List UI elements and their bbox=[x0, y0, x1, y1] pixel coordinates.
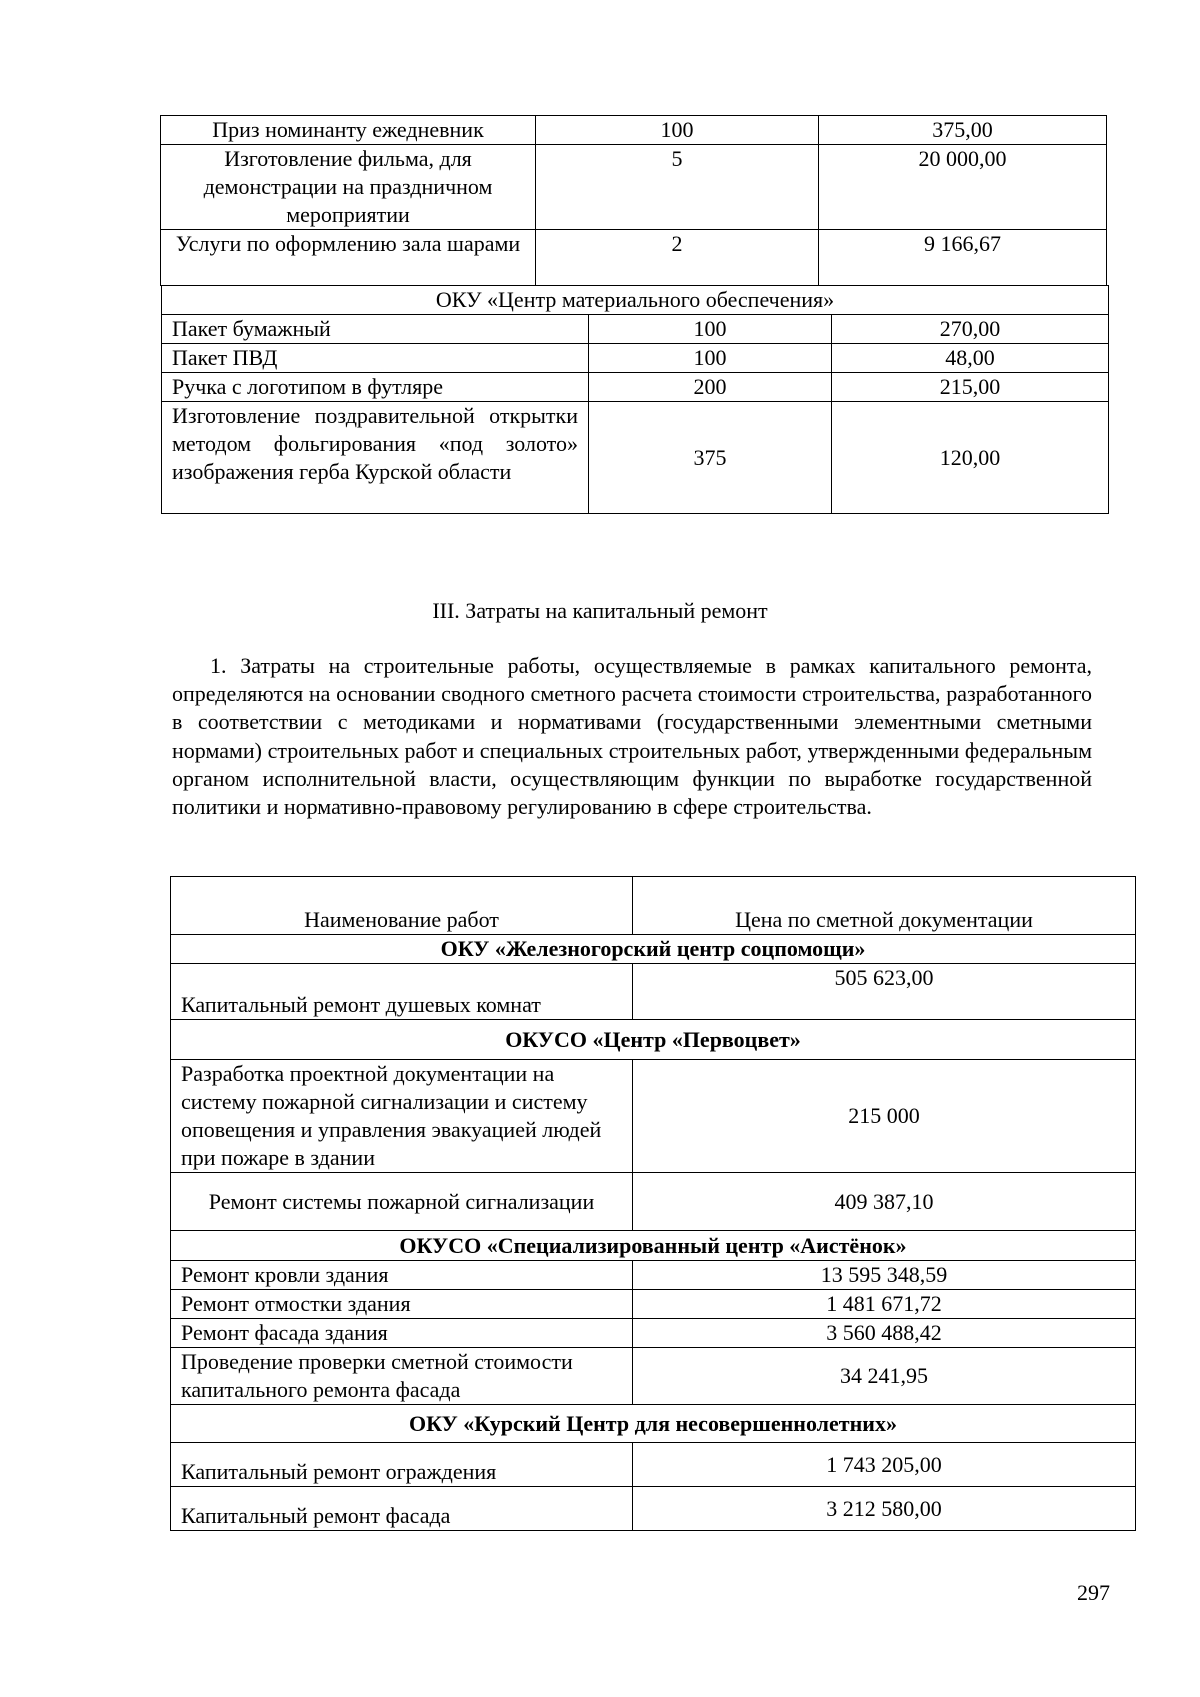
table-row bbox=[161, 145, 1107, 230]
item-qty: 200 bbox=[589, 373, 832, 402]
item-name: Разработка проектной документации на систему пожарной сигнализации и систему оповещения и управления эвакуацией людей при пожаре в здании bbox=[171, 1060, 633, 1173]
item-price: 270,00 bbox=[832, 315, 1109, 344]
group-title: ОКУСО «Специализированный центр «Аистёнок» bbox=[171, 1231, 1136, 1261]
item-name: Пакет бумажный bbox=[162, 315, 589, 344]
table-row bbox=[161, 230, 1107, 286]
item-price: 215,00 bbox=[832, 373, 1109, 402]
item-qty: 375 bbox=[589, 402, 832, 514]
table-header-row bbox=[171, 877, 1136, 935]
table-repair bbox=[170, 876, 1136, 1531]
item-qty: 100 bbox=[589, 344, 832, 373]
item-price: 3 560 488,42 bbox=[633, 1319, 1136, 1348]
item-name: Ремонт системы пожарной сигнализации bbox=[171, 1173, 633, 1231]
item-name: Капитальный ремонт фасада bbox=[171, 1487, 633, 1531]
table-row bbox=[162, 315, 1109, 344]
item-name: Услуги по оформлению зала шарами bbox=[161, 230, 536, 286]
column-header-name: Наименование работ bbox=[171, 877, 633, 935]
table-top bbox=[160, 115, 1107, 286]
table-row bbox=[161, 116, 1107, 145]
item-price: 215 000 bbox=[633, 1060, 1136, 1173]
item-name: Проведение проверки сметной стоимости капитального ремонта фасада bbox=[171, 1348, 633, 1405]
item-price: 375,00 bbox=[819, 116, 1107, 145]
column-header-price: Цена по сметной документации bbox=[633, 877, 1136, 935]
item-name: Изготовление фильма, для демонстрации на праздничном мероприятии bbox=[161, 145, 536, 230]
table-row bbox=[162, 373, 1109, 402]
item-price: 1 481 671,72 bbox=[633, 1290, 1136, 1319]
group-title: ОКУ «Центр материального обеспечения» bbox=[162, 286, 1109, 315]
item-name: Ремонт фасада здания bbox=[171, 1319, 633, 1348]
table-row bbox=[171, 1487, 1136, 1531]
table-row bbox=[171, 1261, 1136, 1290]
table-cmo bbox=[161, 285, 1109, 514]
table-row bbox=[162, 402, 1109, 514]
table-row bbox=[171, 1348, 1136, 1405]
table-row bbox=[171, 964, 1136, 1020]
section-title: III. Затраты на капитальный ремонт bbox=[432, 598, 768, 623]
item-qty: 2 bbox=[536, 230, 819, 286]
item-price: 3 212 580,00 bbox=[633, 1487, 1136, 1531]
table-group-header bbox=[171, 1405, 1136, 1443]
group-title: ОКУ «Железногорский центр соцпомощи» bbox=[171, 935, 1136, 964]
item-qty: 100 bbox=[589, 315, 832, 344]
item-price: 20 000,00 bbox=[819, 145, 1107, 230]
item-price: 13 595 348,59 bbox=[633, 1261, 1136, 1290]
table-group-header bbox=[171, 1231, 1136, 1261]
item-name: Ремонт кровли здания bbox=[171, 1261, 633, 1290]
item-name: Приз номинанту ежедневник bbox=[161, 116, 536, 145]
table-group-header bbox=[171, 1020, 1136, 1060]
item-price: 1 743 205,00 bbox=[633, 1443, 1136, 1487]
item-price: 48,00 bbox=[832, 344, 1109, 373]
table-row bbox=[162, 344, 1109, 373]
item-name: Капитальный ремонт душевых комнат bbox=[171, 964, 633, 1020]
group-title: ОКУ «Курский Центр для несовершеннолетних» bbox=[171, 1405, 1136, 1443]
item-name: Пакет ПВД bbox=[162, 344, 589, 373]
table-row bbox=[171, 1443, 1136, 1487]
item-name: Капитальный ремонт ограждения bbox=[171, 1443, 633, 1487]
item-price: 409 387,10 bbox=[633, 1173, 1136, 1231]
table-row bbox=[171, 1173, 1136, 1231]
table-row bbox=[171, 1319, 1136, 1348]
table-row bbox=[171, 1060, 1136, 1173]
item-qty: 100 bbox=[536, 116, 819, 145]
item-price: 505 623,00 bbox=[633, 964, 1136, 1020]
item-price: 9 166,67 bbox=[819, 230, 1107, 286]
item-qty: 5 bbox=[536, 145, 819, 230]
item-price: 34 241,95 bbox=[633, 1348, 1136, 1405]
table-row bbox=[171, 1290, 1136, 1319]
item-price: 120,00 bbox=[832, 402, 1109, 514]
item-name: Изготовление поздравительной открытки методом фольгирования «под золото» изображения герба Курской области bbox=[162, 402, 589, 514]
group-title: ОКУСО «Центр «Первоцвет» bbox=[171, 1020, 1136, 1060]
paragraph-text: 1. Затраты на строительные работы, осуществляемые в рамках капитального ремонта, определяются на основании сводного сметного расчета стоимости строительства, разработанного в соответствии с методиками и нормативами (государственными элементными сметными нормами) строительных работ и специальных строительных работ, утвержденными федеральным органом исполнительной власти, осуществляющим функции по выработке государственной политики и нормативно-правовому регулированию в сфере строительства. bbox=[172, 653, 1092, 820]
item-name: Ручка с логотипом в футляре bbox=[162, 373, 589, 402]
table-group-header bbox=[162, 286, 1109, 315]
table-group-header bbox=[171, 935, 1136, 964]
item-name: Ремонт отмостки здания bbox=[171, 1290, 633, 1319]
page-number: 297 bbox=[1077, 1580, 1110, 1605]
paragraph bbox=[172, 652, 1092, 821]
